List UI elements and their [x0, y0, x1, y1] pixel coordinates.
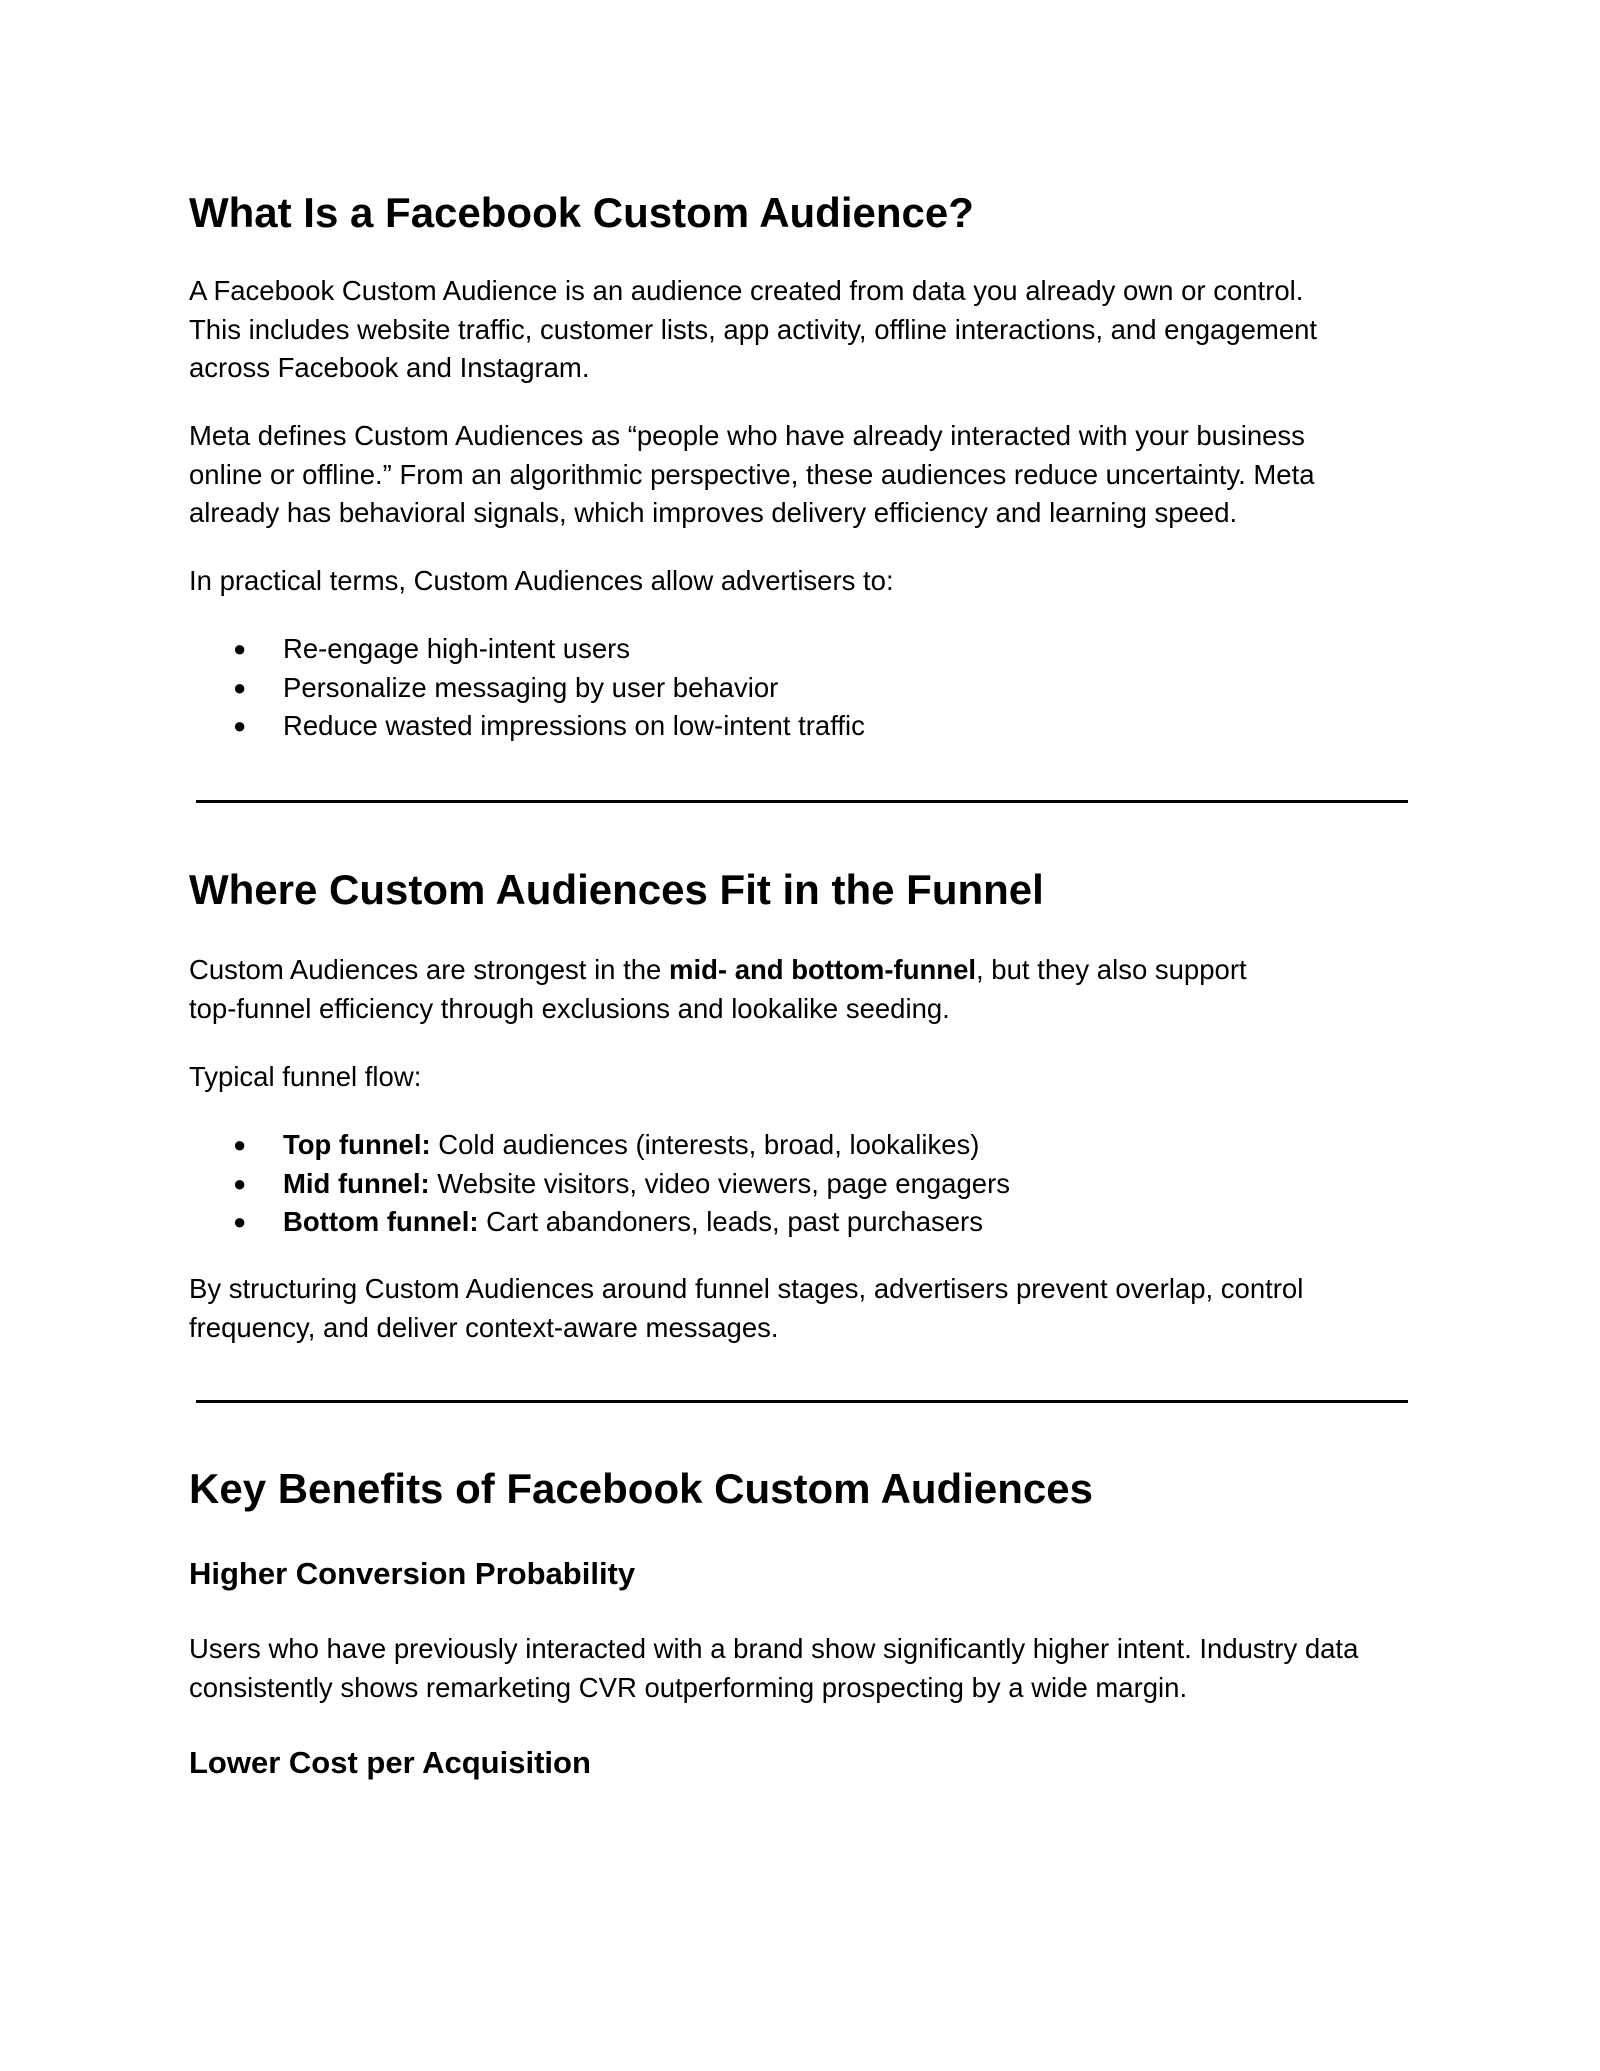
list-item-label: Mid funnel:: [283, 1167, 430, 1199]
bullet-icon: ●: [233, 713, 247, 738]
paragraph-line: This includes website traffic, customer lists, app activity, offline interactions, and engagement: [189, 313, 1318, 345]
list-item-text: Website visitors, video viewers, page engagers: [429, 1167, 1010, 1199]
paragraph-line: A Facebook Custom Audience is an audience created from data you already own or control.: [189, 275, 1304, 306]
list-item-text: Cart abandoners, leads, past purchasers: [478, 1206, 983, 1237]
list-item: [189, 707, 865, 746]
bullet-icon: ●: [233, 674, 247, 700]
paragraph-line: Meta defines Custom Audiences as “people who have already interacted with your business: [189, 420, 1305, 451]
section-divider: [196, 1400, 1408, 1403]
bullet-icon: ●: [233, 1209, 247, 1234]
paragraph-line: frequency, and deliver context-aware messages.: [189, 1311, 779, 1343]
paragraph-line: Users who have previously interacted with a brand show significantly higher intent. Industry data: [189, 1633, 1359, 1664]
section-heading-funnel: Where Custom Audiences Fit in the Funnel: [189, 866, 1044, 913]
subheading-cpa: Lower Cost per Acquisition: [189, 1745, 591, 1780]
paragraph-line: already has behavioral signals, which improves delivery efficiency and learning speed.: [189, 497, 1238, 528]
paragraph-line: across Facebook and Instagram.: [189, 352, 590, 383]
paragraph-meta-definition: [189, 417, 1315, 533]
paragraph-line: top-funnel efficiency through exclusions and lookalike seeding.: [189, 992, 950, 1024]
list-item-label: Top funnel:: [283, 1129, 431, 1160]
paragraph-conversion: [189, 1630, 1358, 1707]
list-item: [189, 1126, 1010, 1165]
section-divider: [196, 800, 1408, 803]
list-item-label: Bottom funnel:: [283, 1206, 479, 1237]
text-run: Custom Audiences are strongest in the: [189, 954, 669, 985]
list-item-text: Cold audiences (interests, broad, lookalikes): [430, 1129, 980, 1160]
text-run: , but they also support: [976, 954, 1247, 985]
list-item: [189, 1203, 1010, 1242]
paragraph-practical-terms: In practical terms, Custom Audiences allow advertisers to:: [189, 565, 894, 596]
bullet-icon: ●: [233, 1170, 247, 1196]
bullet-icon: ●: [233, 1132, 247, 1157]
paragraph-line: online or offline.” From an algorithmic perspective, these audiences reduce uncertainty. Meta: [189, 458, 1315, 490]
paragraph-definition: [189, 272, 1317, 388]
section-heading-custom-audience: What Is a Facebook Custom Audience?: [189, 189, 974, 236]
list-item-text: Re-engage high-intent users: [283, 633, 631, 664]
section-heading-benefits: Key Benefits of Facebook Custom Audiences: [189, 1465, 1093, 1512]
paragraph-typical-flow: Typical funnel flow:: [189, 1061, 422, 1092]
list-item: [189, 1165, 1010, 1204]
bullet-icon: ●: [233, 636, 247, 661]
paragraph-funnel-strength: [189, 951, 1247, 1028]
bold-text: mid- and bottom-funnel: [669, 954, 977, 985]
paragraph-line: By structuring Custom Audiences around funnel stages, advertisers prevent overlap, control: [189, 1273, 1304, 1304]
paragraph-structuring: [189, 1270, 1303, 1347]
funnel-stages-list: [189, 1126, 1010, 1242]
paragraph-line: consistently shows remarketing CVR outperforming prospecting by a wide margin.: [189, 1671, 1188, 1703]
benefits-list: [189, 630, 865, 746]
list-item: [189, 669, 865, 708]
list-item: [189, 630, 865, 669]
list-item-text: Personalize messaging by user behavior: [283, 671, 779, 703]
list-item-text: Reduce wasted impressions on low-intent traffic: [283, 710, 865, 741]
subheading-conversion: Higher Conversion Probability: [189, 1556, 636, 1591]
paragraph-line: [189, 951, 1247, 990]
